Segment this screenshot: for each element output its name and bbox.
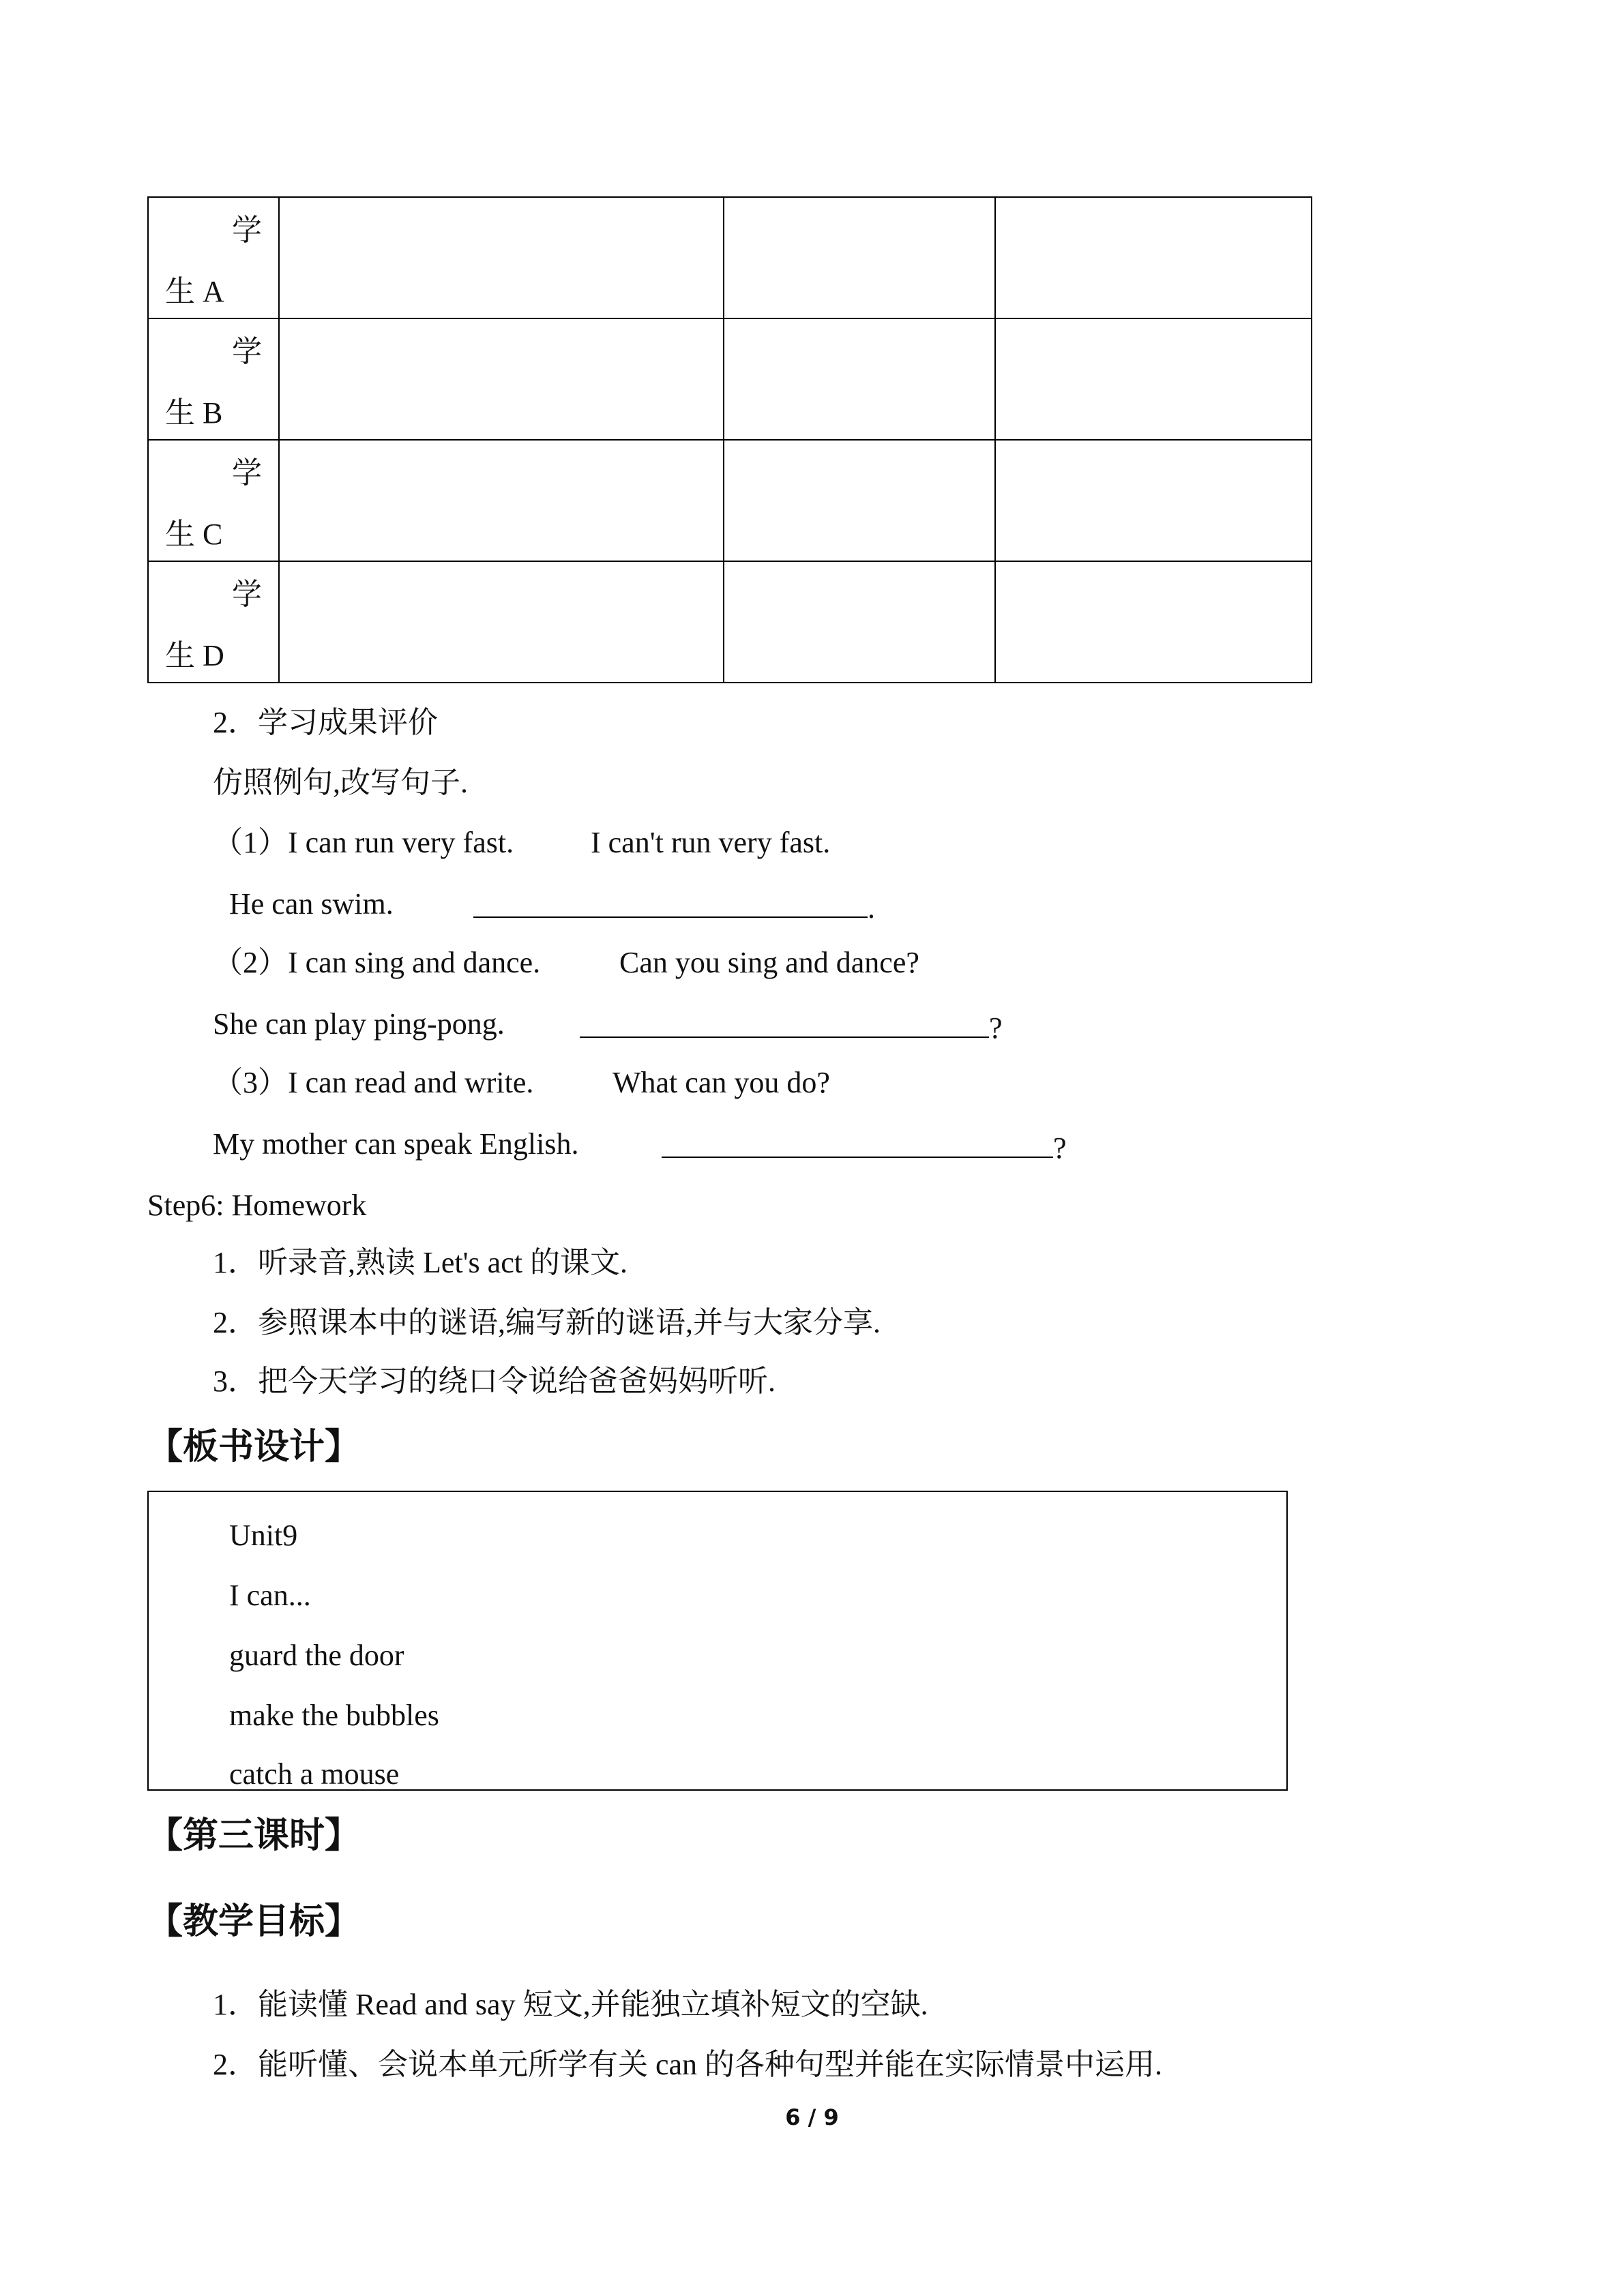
objectives-heading: 【教学目标】 (147, 1901, 361, 1942)
board-heading: 【板书设计】 (147, 1427, 361, 1467)
student-label-char: 学 (232, 213, 262, 247)
student-label-cell (148, 197, 279, 318)
objective-item: 1．能读懂 Read and say 短文,并能独立填补短文的空缺. (213, 1988, 928, 2021)
exercise-1-answer-line (473, 889, 875, 923)
exercise-2-answer: Can you sing and dance? (619, 946, 919, 979)
exercise-1-example: （1）I can run very fast. (213, 826, 514, 859)
answer-blank (662, 1129, 1053, 1158)
board-line: guard the door (229, 1639, 404, 1672)
page-number: 6 / 9 (785, 2104, 839, 2130)
exercise-3-prompt: My mother can speak English. (213, 1127, 579, 1161)
table-cell (995, 197, 1312, 318)
table-cell (724, 197, 995, 318)
table-cell (279, 318, 724, 440)
table-cell (279, 440, 724, 561)
punctuation: ? (989, 1011, 1003, 1045)
student-label-cell (148, 561, 279, 683)
exercise-2-example: （2）I can sing and dance. (213, 946, 541, 979)
evaluation-table (147, 196, 1312, 683)
student-label-cell (148, 318, 279, 440)
table-cell (995, 318, 1312, 440)
table-cell (995, 440, 1312, 561)
exercise-1-prompt: He can swim. (229, 887, 394, 921)
table-row (148, 318, 1312, 440)
answer-blank (473, 889, 868, 918)
answer-blank (580, 1009, 989, 1038)
homework-title: Step6: Homework (147, 1189, 367, 1222)
exercise-3-answer-line (662, 1129, 1067, 1163)
punctuation: . (868, 891, 875, 925)
student-label-name: 生 C (165, 518, 223, 551)
student-label-name: 生 D (165, 639, 224, 672)
lesson3-heading: 【第三课时】 (147, 1815, 361, 1856)
student-label-char: 学 (232, 578, 262, 611)
student-label-name: 生 A (165, 275, 224, 308)
homework-item: 3．把今天学习的绕口令说给爸爸妈妈听听. (213, 1365, 776, 1398)
table-row (148, 561, 1312, 683)
table-cell (724, 561, 995, 683)
board-line: I can... (229, 1579, 311, 1612)
punctuation: ? (1053, 1131, 1067, 1165)
table-row (148, 440, 1312, 561)
exercise-3-example: （3）I can read and write. (213, 1066, 534, 1099)
board-line: make the bubbles (229, 1699, 439, 1732)
evaluation-instruction: 仿照例句,改写句子. (213, 766, 468, 799)
table-row (148, 197, 1312, 318)
student-label-char: 学 (232, 335, 262, 368)
table-cell (279, 197, 724, 318)
board-line: catch a mouse (229, 1757, 400, 1791)
table-cell (724, 440, 995, 561)
exercise-1-answer: I can't run very fast. (591, 826, 831, 859)
table-cell (279, 561, 724, 683)
student-label-name: 生 B (165, 396, 223, 430)
objective-item: 2．能听懂、会说本单元所学有关 can 的各种句型并能在实际情景中运用. (213, 2048, 1163, 2081)
student-label-char: 学 (232, 456, 262, 490)
board-design-box (147, 1491, 1288, 1791)
exercise-2-prompt: She can play ping-pong. (213, 1007, 505, 1041)
table-cell (724, 318, 995, 440)
student-label-cell (148, 440, 279, 561)
exercise-3-answer: What can you do? (612, 1066, 830, 1099)
exercise-2-answer-line (580, 1009, 1003, 1043)
evaluation-heading: 2．学习成果评价 (213, 706, 438, 739)
homework-item: 2．参照课本中的谜语,编写新的谜语,并与大家分享. (213, 1306, 881, 1339)
homework-item: 1．听录音,熟读 Let's act 的课文. (213, 1246, 628, 1279)
table-cell (995, 561, 1312, 683)
board-line: Unit9 (229, 1519, 298, 1552)
